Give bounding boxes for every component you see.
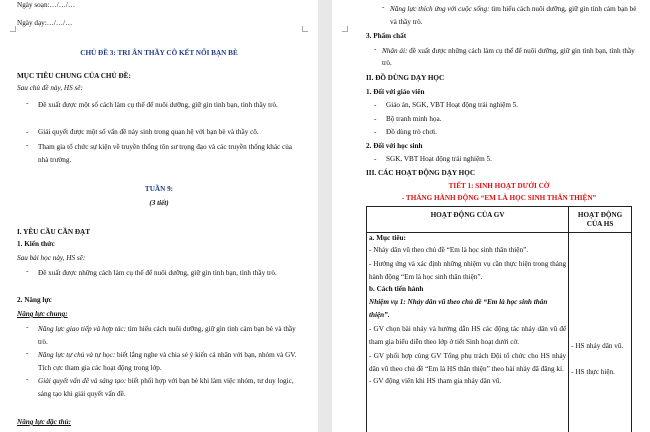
bullet-dash: - <box>26 375 29 383</box>
margin-corner-mark <box>342 26 348 32</box>
lesson-subtitle: - THÁNG HÀNH ĐỘNG “EM LÀ HỌC SINH THÂN THIỆN” <box>401 194 597 202</box>
bullet-dash: - <box>26 323 29 331</box>
teacher-step: - GV động viên khi HS tham gia nhảy dân vũ. <box>369 377 502 385</box>
student-materials-heading: 2. Đối với học sinh <box>366 142 423 150</box>
adaptation-skill-item: Năng lực thích ứng với cuộc sống: tìm hiểu cách nuôi dưỡng, giữ gìn tình cảm bạn bè và thầy trò. <box>390 5 637 26</box>
student-material-item: SGK, VBT Hoạt động trải nghiệm 5. <box>386 155 492 163</box>
table-row <box>367 233 632 432</box>
knowledge-item: Đề xuất được những cách làm cụ thể để nuôi dưỡng, giữ gìn tình bạn, tình thầy trò. <box>38 269 277 277</box>
bullet-dash: - <box>26 349 29 357</box>
teacher-step: - GV chọn bài nhảy và hướng dẫn HS các động tác nhảy dân vũ để tham gia biểu diễn theo lớp ở tiết Sinh hoạt dưới cờ. <box>369 325 567 346</box>
student-step: - HS thực hiện. <box>571 368 615 376</box>
bullet-dash: - <box>26 128 29 136</box>
specific-skills-heading: Năng lực đặc thù: <box>17 418 72 426</box>
quality-heading: 3. Phẩm chất <box>366 32 407 40</box>
bullet-dash: - <box>374 128 377 136</box>
teacher-materials-heading: 1. Đối với giáo viên <box>366 88 425 96</box>
teacher-material-item: Đồ dùng trò chơi. <box>386 128 437 136</box>
skills-heading: 2. Năng lực <box>17 296 52 304</box>
chapter-title: CHỦ ĐỀ 3: TRI ÂN THẦY CÔ KẾT NỐI BẠN BÈ <box>80 49 238 57</box>
document-page-right <box>332 0 650 432</box>
bullet-dash: - <box>374 101 377 109</box>
bullet-dash: - <box>26 99 29 107</box>
goals-heading: MỤC TIÊU CHUNG CỦA CHỦ ĐỀ: <box>17 72 131 80</box>
teacher-material-item: Bộ tranh minh họa. <box>386 115 442 123</box>
goal-label: a. Mục tiêu: <box>369 234 406 242</box>
bullet-dash: - <box>26 141 29 149</box>
week-title: TUẦN 9: <box>144 185 174 193</box>
goal-item: Giải quyết được một số vấn đề nảy sinh trong quan hệ với bạn bè và thầy cô. <box>38 128 259 136</box>
column-header-student: HOẠT ĐỘNG CỦA HS <box>569 207 632 233</box>
teaching-date: Ngày dạy:…/…/… <box>17 19 73 27</box>
goals-intro: Sau chủ đề này, HS sẽ: <box>17 84 83 92</box>
goal-item: Tham gia tổ chức sự kiện về truyền thống tôn sư trọng đạo và các truyền thống khác của nhà trường. <box>38 143 292 164</box>
method-label: b. Cách tiến hành <box>369 285 424 293</box>
lesson-title: TIẾT 1: SINH HOẠT DƯỚI CỜ <box>448 182 550 190</box>
general-skill-item: Năng lực tự chủ và tự học: biết lắng nghe và chia sẻ ý kiến cá nhân với bạn, nhóm và GV. Tích cực tham gia các hoạt động trong lớp. <box>38 351 297 372</box>
column-header-teacher: HOẠT ĐỘNG CỦA GV <box>367 207 569 233</box>
bullet-dash: - <box>374 115 377 123</box>
table-header-row <box>367 207 632 233</box>
margin-corner-mark <box>302 26 308 32</box>
document-page-left <box>0 0 318 432</box>
section-materials: II. ĐỒ DÙNG DẠY HỌC <box>366 74 445 82</box>
teacher-material-item: Giáo án, SGK, VBT Hoạt động trải nghiệm 5. <box>386 101 519 109</box>
bullet-dash: - <box>374 155 377 163</box>
section-activities: III. CÁC HOẠT ĐỘNG DẠY HỌC <box>366 169 476 177</box>
task-label: Nhiệm vụ 1: Nhảy dân vũ theo chủ đề “Em là học sinh thân thiện”. <box>369 298 548 319</box>
quality-item: Nhân ái: đề xuất được những cách làm cụ thể để nuôi dưỡng, giữ gìn tình bạn, tình thầy trò. <box>382 47 635 67</box>
goal-line: - Hưởng ứng và xác định những nhiệm vụ cần thực hiện trong tháng hành động “Em là học sinh thân thiện”. <box>369 260 567 281</box>
bullet-dash: - <box>26 267 29 275</box>
general-skill-item: Giải quyết vấn đề và sáng tạo: biết phối hợp với bạn bè khi làm việc nhóm, tư duy logic, sáng tạo khi giải quyết vấn đề. <box>38 377 294 398</box>
student-step: - HS nhảy dân vũ. <box>571 342 624 350</box>
goal-line: - Nhảy dân vũ theo chủ đề “Em là học sinh thân thiện”. <box>369 246 529 254</box>
week-periods: (3 tiết) <box>149 199 169 207</box>
general-skill-item: Năng lực giao tiếp và hợp tác: tìm hiểu cách nuôi dưỡng, giữ gìn tình cảm bạn bè và thầy trò. <box>38 325 296 346</box>
bullet-dash: - <box>382 3 385 11</box>
student-activity-cell <box>569 233 632 432</box>
general-skills-heading: Năng lực chung: <box>17 310 68 318</box>
preparation-date: Ngày soạn:…/…/… <box>17 1 76 9</box>
teacher-activity-cell <box>367 233 569 432</box>
activities-table <box>366 206 632 432</box>
goal-item: Đề xuất được một số cách làm cụ thể để nuôi dưỡng, giữ gìn tình bạn, tình thầy trò. <box>38 101 278 109</box>
bullet-dash: - <box>374 45 377 53</box>
knowledge-intro: Sau bài học này, HS sẽ: <box>17 254 86 262</box>
margin-corner-mark <box>10 26 16 32</box>
section-requirements: I. YÊU CẦU CẦN ĐẠT <box>17 228 91 236</box>
teacher-step: - GV phối hợp cùng GV Tổng phụ trách Đội tổ chức cho HS nhảy dân vũ theo chủ đề “Em là HS thân thiện” theo bài nhảy đã đăng kí. <box>369 352 567 373</box>
knowledge-heading: 1. Kiến thức <box>17 240 55 248</box>
